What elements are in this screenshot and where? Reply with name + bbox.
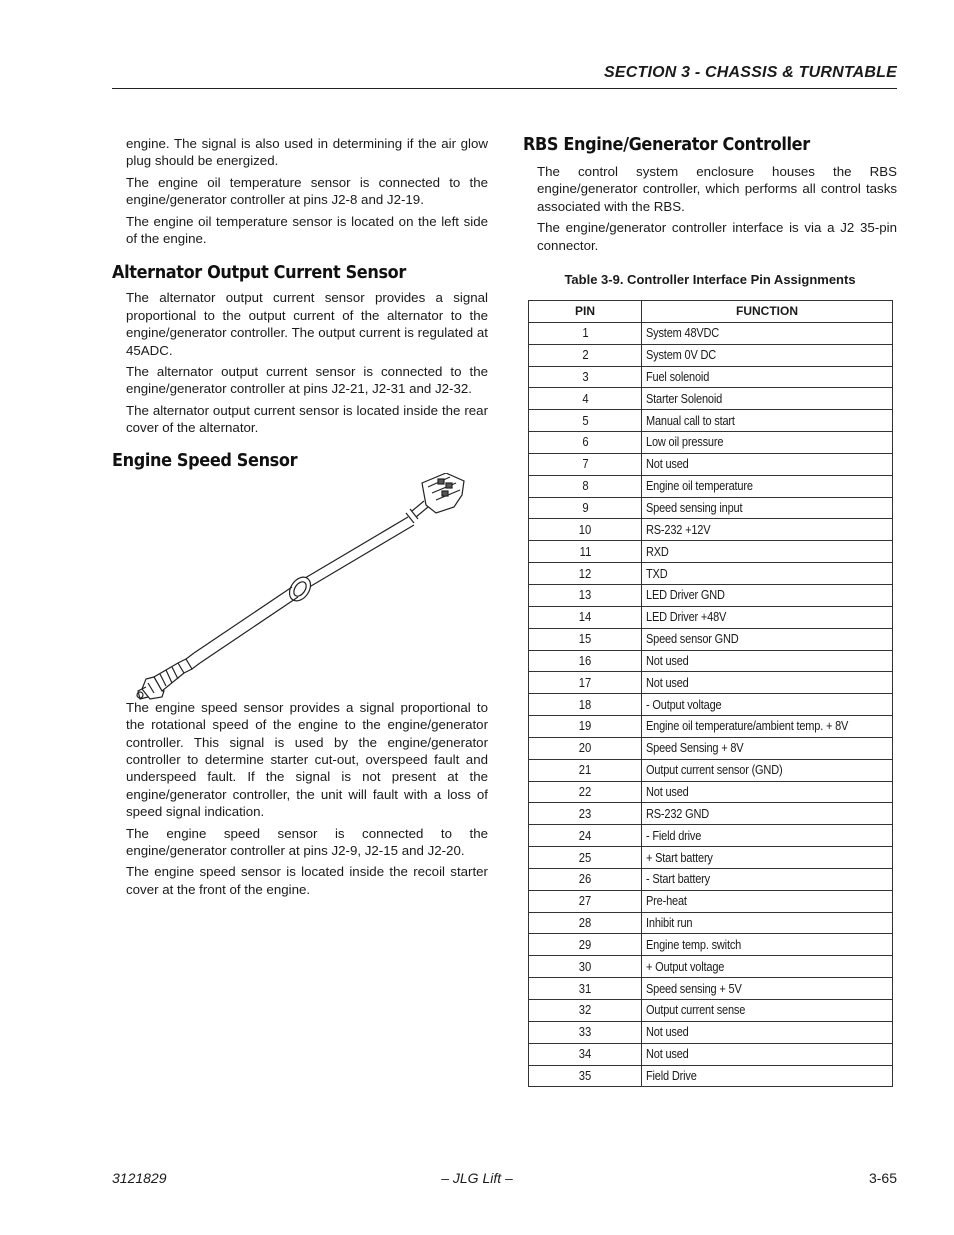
- pin-function-cell: [642, 344, 893, 366]
- pin-function-cell: [642, 978, 893, 1000]
- pin-number: 32: [578, 1003, 592, 1018]
- pin-function: Speed sensor GND: [646, 632, 739, 647]
- pin-number: 34: [578, 1047, 592, 1062]
- pin-number: 27: [578, 894, 592, 909]
- intro-paragraph-2: The engine oil temperature sensor is connected to the engine/generator controller at pins J2-8 and J2-19.: [126, 174, 488, 208]
- pin-number: 8: [581, 479, 589, 494]
- pin-function-cell: [642, 584, 893, 606]
- right-column: [523, 135, 897, 1083]
- pin-function-cell: [642, 1021, 893, 1043]
- pin-number-cell: [529, 825, 642, 847]
- pin-number-cell: [529, 584, 642, 606]
- table-header-row: [529, 301, 893, 323]
- table-row: [529, 1065, 893, 1087]
- pin-number: 15: [578, 632, 592, 647]
- pin-table-body: [529, 322, 893, 1087]
- pin-number-cell: [529, 1065, 642, 1087]
- pin-number: 22: [578, 784, 592, 799]
- controller-paragraph-1: The control system enclosure houses the RBS engine/generator controller, which performs all control tasks associated with the RBS.: [537, 164, 897, 214]
- table-row: [529, 563, 893, 585]
- table-caption: Table 3-9. Controller Interface Pin Assignments: [564, 272, 856, 288]
- pin-function: RS-232 GND: [646, 806, 710, 821]
- pin-function-cell: [642, 737, 893, 759]
- table-row: [529, 322, 893, 344]
- alternator-paragraph-3: The alternator output current sensor is located inside the rear cover of the alternator.: [126, 402, 488, 436]
- pin-function-cell: [642, 410, 893, 432]
- table-row: [529, 1043, 893, 1065]
- pin-function: - Start battery: [646, 872, 711, 887]
- pin-function: Not used: [646, 1047, 689, 1062]
- pin-number-cell: [529, 1043, 642, 1065]
- pin-number: 1: [581, 326, 589, 341]
- intro-paragraph-1: engine. The signal is also used in determining if the air glow plug should be energized.: [126, 136, 488, 169]
- pin-number: 9: [581, 501, 589, 516]
- pin-function-cell: [642, 541, 893, 563]
- table-row: [529, 541, 893, 563]
- pin-number: 30: [578, 959, 592, 974]
- pin-number: 19: [578, 719, 592, 734]
- pin-number-cell: [529, 322, 642, 344]
- pin-number-cell: [529, 694, 642, 716]
- pin-number-cell: [529, 1000, 642, 1022]
- pin-function-cell: [642, 322, 893, 344]
- speed-sensor-paragraph-1: The engine speed sensor provides a signal proportional to the rotational speed of the engine to the engine/generator controller. This signal is used by the engine/generator controller to determine starter cut-out, overspeed fault and underspeed fault. If the signal is not present at the engine/generator controller, the unit will fault with a loss of speed signal indication.: [126, 699, 488, 820]
- pin-function-cell: [642, 650, 893, 672]
- pin-number: 35: [578, 1068, 592, 1083]
- table-row: [529, 344, 893, 366]
- section-header: SECTION 3 - CHASSIS & TURNTABLE: [603, 64, 897, 81]
- pin-number: 11: [579, 544, 591, 559]
- pin-function: Speed sensing + 5V: [646, 981, 742, 996]
- table-row: [529, 366, 893, 388]
- pin-function: Not used: [646, 1025, 689, 1040]
- pin-function: Output current sense: [646, 1003, 746, 1018]
- pin-function: Output current sensor (GND): [646, 763, 783, 778]
- pin-number: 5: [581, 413, 589, 428]
- pin-function: Starter Solenoid: [646, 391, 723, 406]
- header-divider: [112, 88, 897, 89]
- pin-function: RXD: [646, 544, 669, 559]
- table-row: [529, 825, 893, 847]
- pin-number-cell: [529, 847, 642, 869]
- table-row: [529, 803, 893, 825]
- pin-function-cell: [642, 694, 893, 716]
- pin-function: Low oil pressure: [646, 435, 724, 450]
- pin-function: - Field drive: [646, 828, 702, 843]
- pin-number: 29: [578, 937, 592, 952]
- speed-sensor-heading: Engine Speed Sensor: [112, 450, 298, 471]
- speed-sensor-paragraph-2: The engine speed sensor is connected to the engine/generator controller at pins J2-9, J2-15 and J2-20.: [126, 825, 488, 858]
- pin-number-cell: [529, 497, 642, 519]
- table-row: [529, 934, 893, 956]
- pin-number: 33: [578, 1025, 592, 1040]
- pin-function: Pre-heat: [646, 894, 687, 909]
- function-column-header: FUNCTION: [642, 301, 893, 323]
- pin-number-cell: [529, 366, 642, 388]
- pin-function-cell: [642, 388, 893, 410]
- pin-function-cell: [642, 716, 893, 738]
- pin-function: Fuel solenoid: [646, 369, 710, 384]
- table-row: [529, 650, 893, 672]
- table-row: [529, 956, 893, 978]
- pin-number-cell: [529, 716, 642, 738]
- table-row: [529, 432, 893, 454]
- alternator-heading: Alternator Output Current Sensor: [112, 263, 406, 284]
- pin-function-cell: [642, 1043, 893, 1065]
- pin-number-cell: [529, 410, 642, 432]
- pin-number-cell: [529, 628, 642, 650]
- pin-function: System 0V DC: [646, 348, 717, 363]
- left-column: [112, 135, 488, 902]
- pin-number-cell: [529, 912, 642, 934]
- pin-function-cell: [642, 519, 893, 541]
- table-row: [529, 781, 893, 803]
- table-row: [529, 694, 893, 716]
- table-row: [529, 453, 893, 475]
- pin-function-cell: [642, 890, 893, 912]
- intro-paragraph-3: The engine oil temperature sensor is located on the left side of the engine.: [126, 213, 488, 247]
- speed-sensor-paragraph-3: The engine speed sensor is located inside the recoil starter cover at the front of the engine.: [126, 864, 488, 897]
- engine-speed-sensor-illustration: [124, 473, 474, 705]
- pin-number: 6: [581, 435, 589, 450]
- pin-number: 25: [578, 850, 592, 865]
- pin-function: LED Driver +48V: [646, 610, 727, 625]
- pin-function: Engine oil temperature: [646, 479, 753, 494]
- pin-function-cell: [642, 453, 893, 475]
- document-number: 3121829: [112, 1170, 167, 1186]
- pin-function-cell: [642, 847, 893, 869]
- alternator-paragraph-1: The alternator output current sensor provides a signal proportional to the output current of the alternator to the engine/generator controller. The output current is regulated at 45ADC.: [126, 290, 488, 358]
- table-row: [529, 628, 893, 650]
- pin-function-cell: [642, 781, 893, 803]
- pin-number: 16: [578, 653, 592, 668]
- table-row: [529, 890, 893, 912]
- pin-number-cell: [529, 453, 642, 475]
- pin-function-cell: [642, 956, 893, 978]
- pin-number: 23: [578, 806, 592, 821]
- pin-number: 21: [578, 763, 592, 778]
- pin-number: 10: [578, 522, 592, 537]
- controller-paragraph-2: The engine/generator controller interface is via a J2 35-pin connector.: [537, 220, 897, 253]
- table-row: [529, 497, 893, 519]
- pin-function-cell: [642, 868, 893, 890]
- pin-function-cell: [642, 366, 893, 388]
- pin-function: Manual call to start: [646, 413, 735, 428]
- pin-number-cell: [529, 344, 642, 366]
- pin-function: Field Drive: [646, 1068, 697, 1083]
- pin-number-cell: [529, 737, 642, 759]
- table-row: [529, 519, 893, 541]
- pin-assignment-table: [528, 300, 893, 1087]
- pin-number: 3: [581, 369, 589, 384]
- table-row: [529, 759, 893, 781]
- pin-function: Not used: [646, 653, 689, 668]
- pin-number-cell: [529, 563, 642, 585]
- pin-number: 14: [578, 610, 592, 625]
- pin-function: TXD: [646, 566, 668, 581]
- pin-number-cell: [529, 759, 642, 781]
- pin-function: Engine temp. switch: [646, 937, 742, 952]
- controller-heading: RBS Engine/Generator Controller: [523, 135, 810, 155]
- table-row: [529, 716, 893, 738]
- table-row: [529, 1000, 893, 1022]
- pin-function: + Output voltage: [646, 959, 725, 974]
- table-row: [529, 410, 893, 432]
- pin-function-cell: [642, 497, 893, 519]
- pin-function: LED Driver GND: [646, 588, 725, 603]
- pin-number: 13: [578, 588, 592, 603]
- table-row: [529, 1021, 893, 1043]
- table-row: [529, 672, 893, 694]
- pin-function-cell: [642, 934, 893, 956]
- pin-number-cell: [529, 432, 642, 454]
- pin-function-cell: [642, 672, 893, 694]
- pin-number-cell: [529, 890, 642, 912]
- pin-function-cell: [642, 759, 893, 781]
- pin-function: RS-232 +12V: [646, 522, 711, 537]
- pin-number-cell: [529, 803, 642, 825]
- page-number: 3-65: [868, 1170, 897, 1186]
- pin-function: System 48VDC: [646, 326, 720, 341]
- pin-function-cell: [642, 606, 893, 628]
- company-name: – JLG Lift –: [441, 1170, 513, 1186]
- pin-function-cell: [642, 563, 893, 585]
- pin-function: Engine oil temperature/ambient temp. + 8V: [646, 719, 849, 734]
- table-row: [529, 606, 893, 628]
- pin-function: Not used: [646, 457, 689, 472]
- pin-number: 7: [581, 457, 589, 472]
- pin-number-cell: [529, 541, 642, 563]
- pin-function-cell: [642, 912, 893, 934]
- pin-function-cell: [642, 475, 893, 497]
- table-row: [529, 475, 893, 497]
- table-row: [529, 912, 893, 934]
- pin-function: Inhibit run: [646, 916, 693, 931]
- pin-number: 31: [578, 981, 592, 996]
- pin-function: + Start battery: [646, 850, 713, 865]
- pin-number-cell: [529, 475, 642, 497]
- pin-function-cell: [642, 803, 893, 825]
- pin-function-cell: [642, 628, 893, 650]
- pin-number: 2: [581, 348, 589, 363]
- pin-function: Speed sensing input: [646, 501, 743, 516]
- pin-number-cell: [529, 934, 642, 956]
- pin-number-cell: [529, 519, 642, 541]
- pin-number: 4: [581, 391, 589, 406]
- pin-number-cell: [529, 1021, 642, 1043]
- pin-number-cell: [529, 672, 642, 694]
- pin-number: 17: [578, 675, 592, 690]
- pin-number: 18: [578, 697, 592, 712]
- pin-function: - Output voltage: [646, 697, 722, 712]
- pin-number: 12: [578, 566, 592, 581]
- pin-number-cell: [529, 388, 642, 410]
- pin-number-cell: [529, 956, 642, 978]
- alternator-paragraph-2: The alternator output current sensor is connected to the engine/generator controller at pins J2-21, J2-31 and J2-32.: [126, 364, 488, 397]
- table-row: [529, 737, 893, 759]
- pin-function: Not used: [646, 784, 689, 799]
- table-row: [529, 584, 893, 606]
- table-row: [529, 978, 893, 1000]
- pin-function-cell: [642, 825, 893, 847]
- pin-function-cell: [642, 1000, 893, 1022]
- pin-number: 26: [578, 872, 592, 887]
- pin-number-cell: [529, 978, 642, 1000]
- pin-number-cell: [529, 650, 642, 672]
- pin-number-cell: [529, 606, 642, 628]
- pin-number: 24: [578, 828, 592, 843]
- table-row: [529, 847, 893, 869]
- pin-number-cell: [529, 868, 642, 890]
- table-row: [529, 868, 893, 890]
- pin-number-cell: [529, 781, 642, 803]
- pin-function: Not used: [646, 675, 689, 690]
- table-row: [529, 388, 893, 410]
- pin-number: 28: [578, 916, 592, 931]
- pin-function: Speed Sensing + 8V: [646, 741, 744, 756]
- pin-number: 20: [578, 741, 592, 756]
- pin-function-cell: [642, 1065, 893, 1087]
- pin-function-cell: [642, 432, 893, 454]
- pin-column-header: PIN: [529, 301, 642, 323]
